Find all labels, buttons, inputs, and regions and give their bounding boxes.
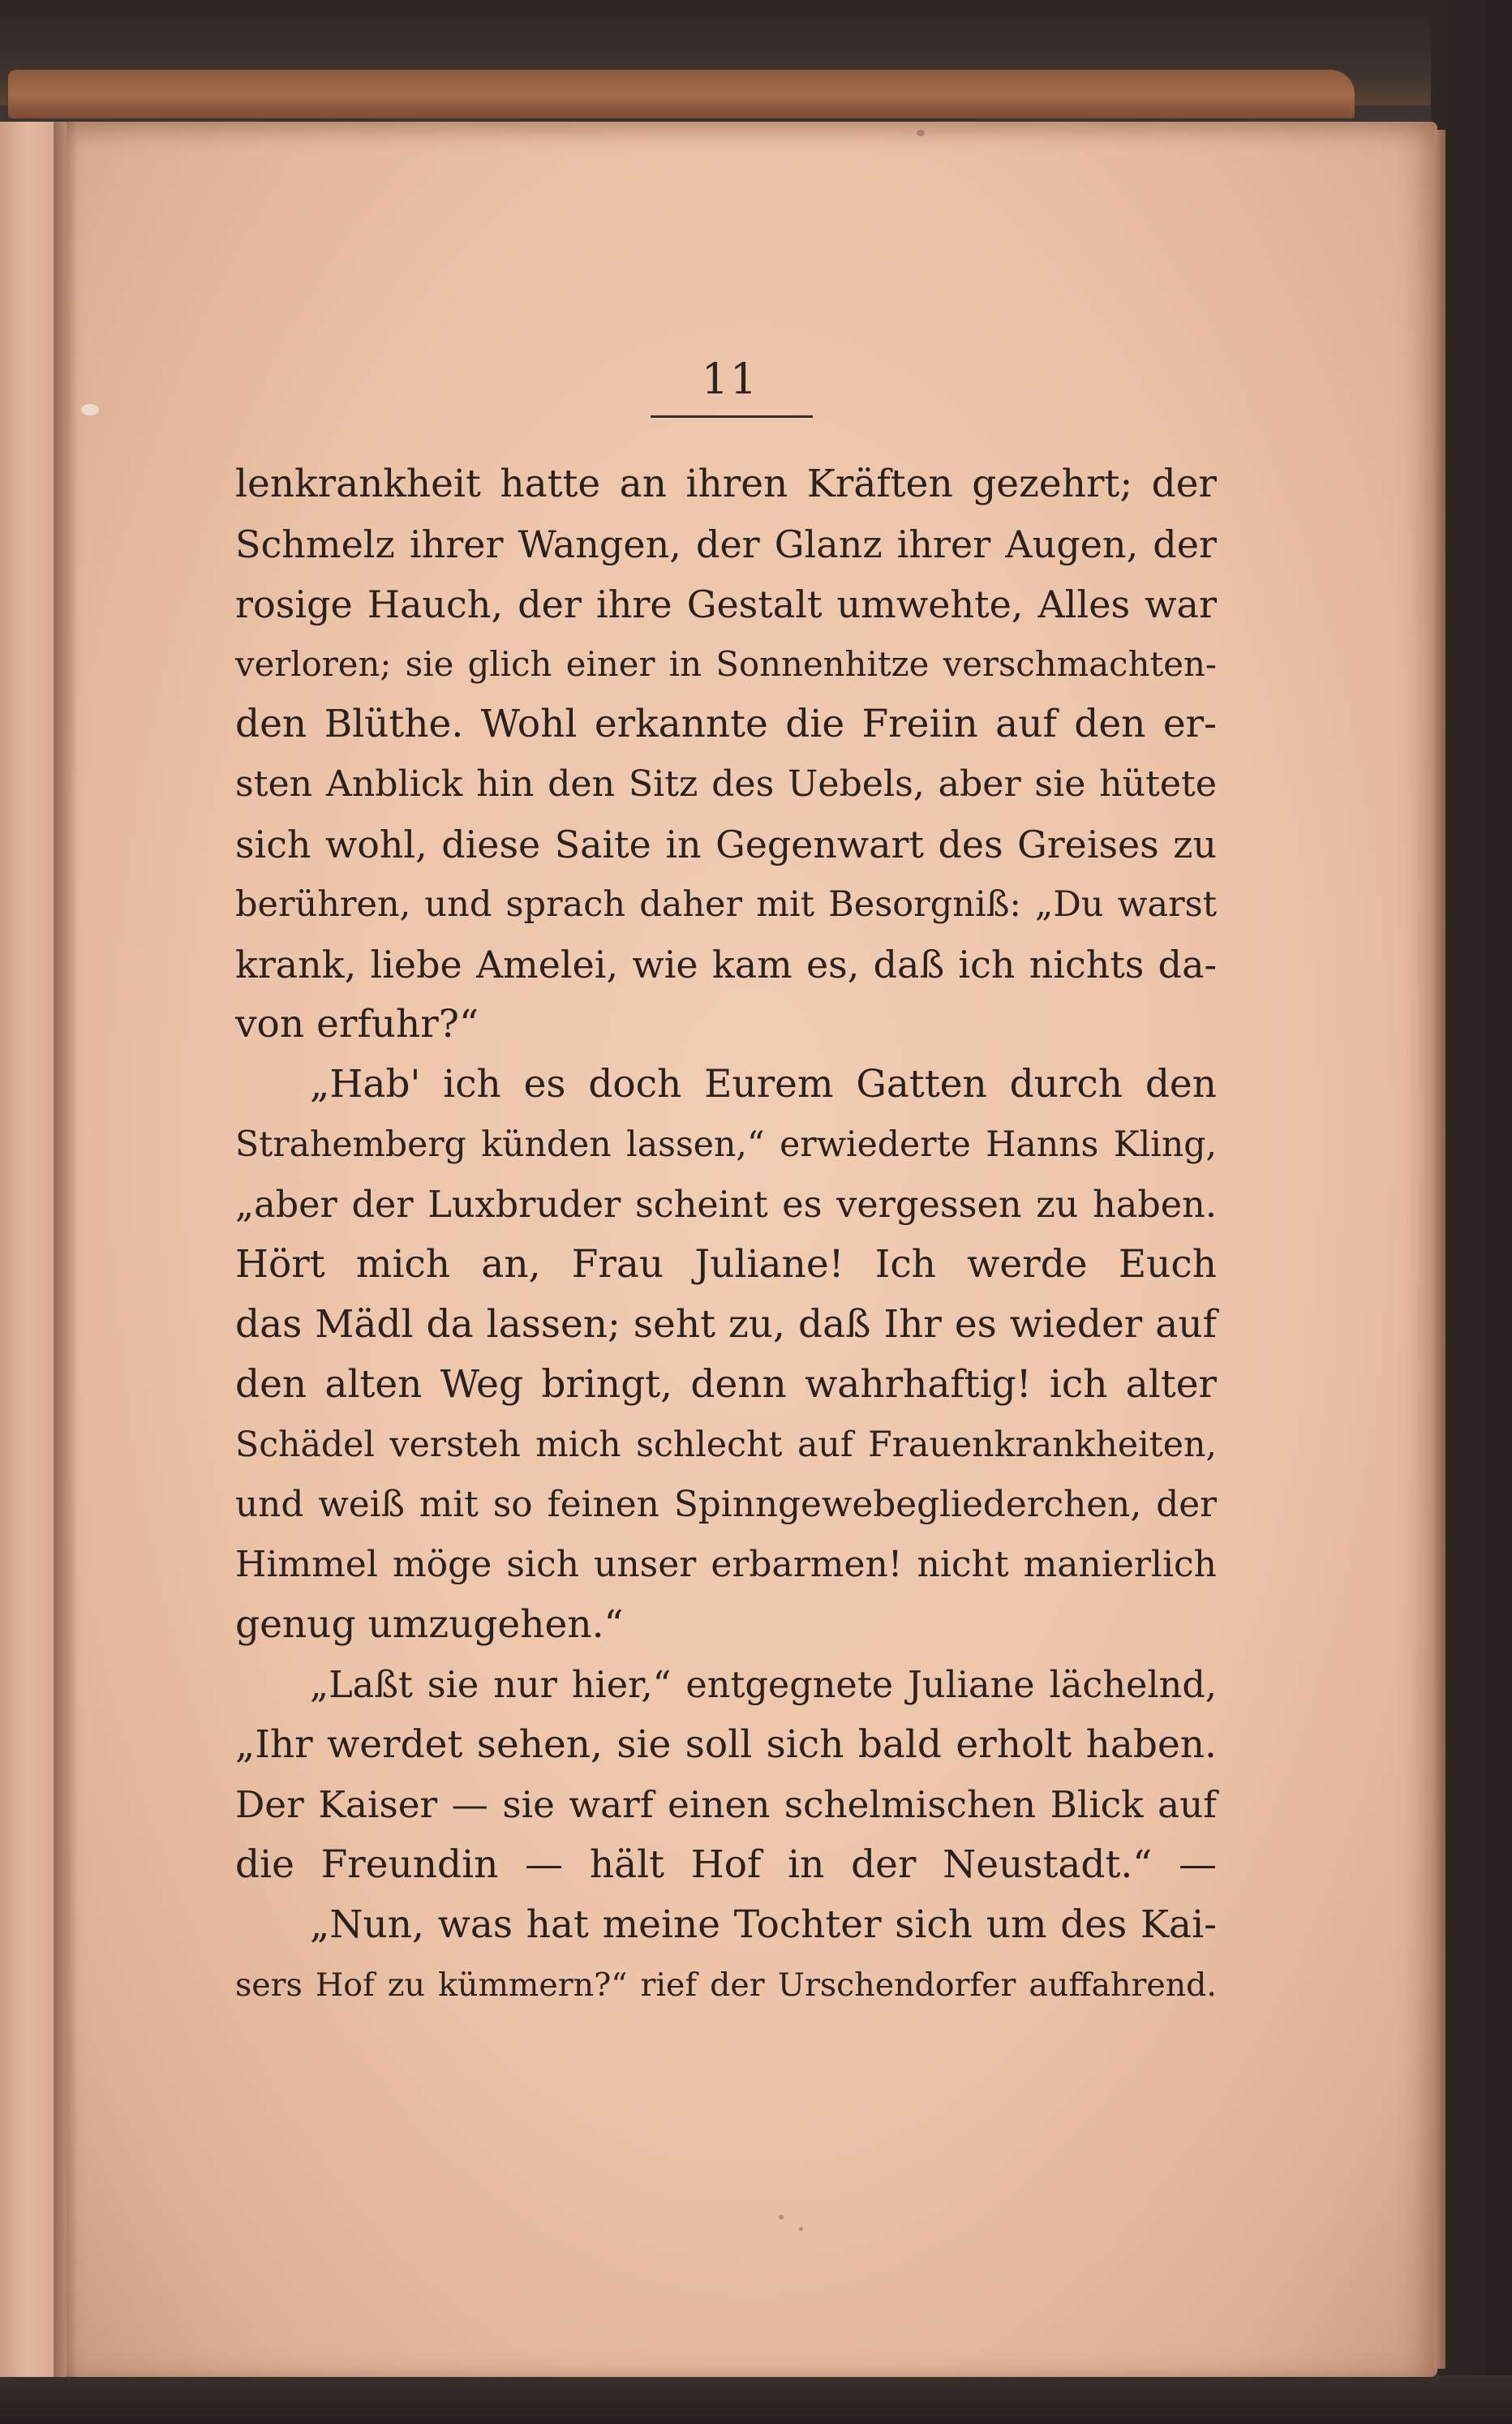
paper-speck bbox=[81, 404, 99, 415]
page-text bbox=[235, 454, 1217, 2015]
text-line: sers Hof zu kümmern?“ rief der Urschendorfer auffahrend. bbox=[235, 1966, 1217, 2004]
text-line: von erfuhr?“ bbox=[235, 1002, 479, 1047]
text-line: verloren; sie glich einer in Sonnenhitze verschmachten- bbox=[235, 644, 1217, 684]
page-number-rule bbox=[651, 415, 813, 418]
text-line: „Ihr werdet sehen, sie soll sich bald erholt haben. bbox=[235, 1722, 1217, 1767]
text-line: die Freundin — hält Hof in der Neustadt.“ — bbox=[235, 1842, 1217, 1887]
text-line: „Nun, was hat meine Tochter sich um des Kai- bbox=[310, 1902, 1217, 1947]
paper-speck bbox=[917, 130, 925, 136]
paper-speck bbox=[779, 2215, 784, 2220]
text-line: sich wohl, diese Saite in Gegenwart des Greises zu bbox=[235, 823, 1217, 866]
book-cover-edge bbox=[8, 70, 1355, 118]
paper-speck bbox=[799, 2227, 803, 2231]
text-line: und weiß mit so feinen Spinngewebegliederchen, der bbox=[235, 1484, 1217, 1525]
text-line: „Laßt sie nur hier,“ entgegnete Juliane lächelnd, bbox=[310, 1664, 1217, 1706]
text-line: Schmelz ihrer Wangen, der Glanz ihrer Augen, der bbox=[235, 522, 1217, 566]
text-line: sten Anblick hin den Sitz des Uebels, aber sie hütete bbox=[235, 763, 1217, 805]
text-line: genug umzugehen.“ bbox=[235, 1602, 624, 1647]
text-line: „aber der Luxbruder scheint es vergessen zu haben. bbox=[235, 1184, 1217, 1226]
text-line: „Hab' ich es doch Eurem Gatten durch den bbox=[310, 1062, 1217, 1107]
text-line: den alten Weg bringt, denn wahrhaftig! ich alter bbox=[235, 1362, 1217, 1407]
text-line: Himmel möge sich unser erbarmen! nicht manierlich bbox=[235, 1544, 1217, 1585]
text-line: Hört mich an, Frau Juliane! Ich werde Euch bbox=[235, 1242, 1217, 1287]
text-line: das Mädl da lassen; seht zu, daß Ihr es wieder auf bbox=[235, 1302, 1217, 1347]
page-number: 11 bbox=[701, 355, 759, 404]
text-line: Strahemberg künden lassen,“ erwiederte Hanns Kling, bbox=[235, 1124, 1217, 1165]
text-line: Schädel versteh mich schlecht auf Frauenkrankheiten, bbox=[235, 1425, 1217, 1465]
text-line: lenkrankheit hatte an ihren Kräften gezehrt; der bbox=[235, 462, 1217, 506]
page-gutter bbox=[54, 122, 78, 2377]
page-edge bbox=[1434, 130, 1445, 2369]
text-line: krank, liebe Amelei, wie kam es, daß ich nichts da- bbox=[235, 943, 1217, 986]
text-line: berühren, und sprach daher mit Besorgniß: „Du warst bbox=[235, 884, 1217, 925]
text-line: den Blüthe. Wohl erkannte die Freiin auf den er- bbox=[235, 702, 1217, 746]
text-line: Der Kaiser — sie warf einen schelmischen Blick auf bbox=[235, 1783, 1217, 1826]
text-line: rosige Hauch, der ihre Gestalt umwehte, Alles war bbox=[235, 582, 1217, 626]
background-bottom bbox=[0, 2375, 1512, 2424]
